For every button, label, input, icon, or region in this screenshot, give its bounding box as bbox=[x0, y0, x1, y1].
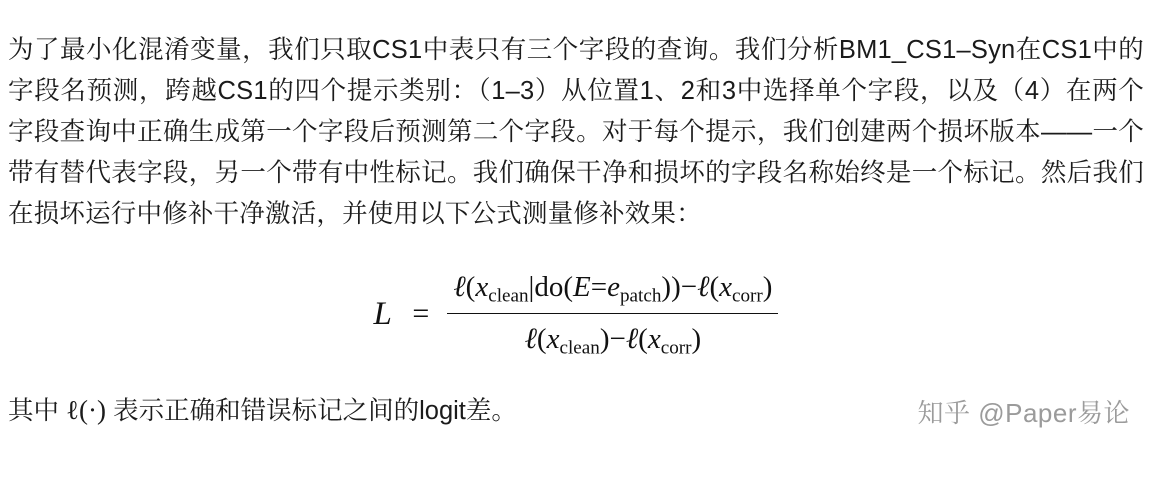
equation-equals-sign: = bbox=[412, 297, 430, 331]
equation-content bbox=[374, 269, 779, 360]
conditional-bar: | bbox=[528, 270, 535, 303]
x-clean-subscript-1: clean bbox=[488, 284, 529, 306]
x-clean-subscript-2: clean bbox=[559, 337, 600, 359]
do-paren-open: ( bbox=[563, 270, 574, 303]
ell-symbol-3: ℓ bbox=[524, 321, 537, 356]
x-corr-subscript-2: corr bbox=[660, 337, 692, 359]
equation-lhs: L bbox=[373, 295, 393, 332]
paren-close-3: ) bbox=[599, 323, 610, 356]
body-paragraph: 为了最小化混淆变量，我们只取CS1中表只有三个字段的查询。我们分析BM1_CS1–Syn在CS1中的字段名预测，跨越CS1的四个提示类别：（1–3）从位置1、2和3中选择单个字段，以及（4）在两个字段查询中正确生成第一个字段后预测第二个字段。对于每个提示，我们创建两个损坏版本——一个带有替代表字段，另一个带有中性标记。我们确保干净和损坏的字段名称始终是一个标记。然后我们在损坏运行中修补干净激活，并使用以下公式测量修补效果： bbox=[8, 35, 1144, 228]
watermark-text: 知乎 @Paper易论 bbox=[917, 398, 1130, 428]
paren-close-4: ) bbox=[691, 323, 702, 356]
E-var: E bbox=[573, 270, 591, 303]
paren-close-2: ) bbox=[762, 270, 773, 303]
e-patch-var: e bbox=[607, 270, 620, 303]
x-clean-var-2: x bbox=[546, 323, 560, 356]
do-paren-close: ) bbox=[661, 270, 672, 303]
paren-open-3: ( bbox=[536, 323, 547, 356]
ell-symbol-2: ℓ bbox=[697, 268, 710, 303]
closing-suffix: 表示正确和错误标记之间的logit差。 bbox=[106, 396, 517, 425]
paren-open-4: ( bbox=[638, 323, 648, 356]
fraction-numerator bbox=[447, 269, 778, 313]
e-patch-subscript: patch bbox=[619, 284, 662, 306]
do-operator: do bbox=[534, 270, 564, 303]
closing-prefix: 其中 bbox=[8, 396, 67, 425]
ell-symbol-1: ℓ bbox=[453, 268, 466, 303]
minus-sign-denominator: − bbox=[609, 323, 626, 356]
fraction bbox=[447, 269, 778, 360]
x-clean-var-1: x bbox=[475, 270, 489, 303]
x-corr-var-1: x bbox=[719, 270, 732, 303]
paren-close-1: ) bbox=[671, 270, 681, 303]
x-corr-var-2: x bbox=[647, 323, 661, 356]
paren-open-1: ( bbox=[465, 270, 476, 303]
ell-symbol-4: ℓ bbox=[625, 321, 639, 356]
paren-open-2: ( bbox=[709, 270, 720, 303]
minus-sign-numerator: − bbox=[680, 270, 698, 303]
inner-equals: = bbox=[590, 270, 608, 303]
inline-math-ell: ℓ(·) bbox=[66, 394, 107, 425]
x-corr-subscript-1: corr bbox=[731, 284, 763, 306]
fraction-denominator bbox=[519, 314, 708, 359]
display-equation bbox=[8, 269, 1144, 360]
